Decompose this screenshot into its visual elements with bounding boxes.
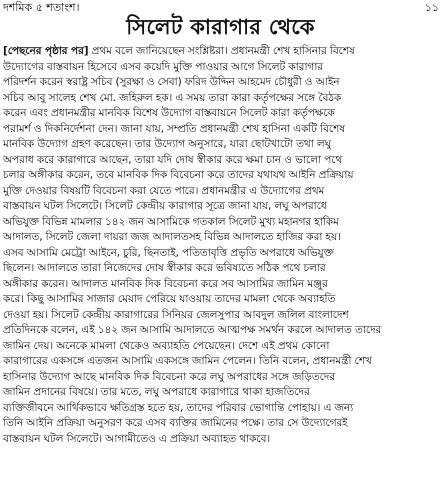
article-line: পরিদর্শন করেন স্বরাষ্ট্র সচিব (সুরক্ষা ও সেবা) ফরিদ উদ্দিন আহমেদ চৌধুরী ও আইন (3, 76, 340, 88)
article-line: হাসিনার উদ্যোগ আছে মানবিক দিক বিবেচনা করে লঘু অপরাধের সঙ্গে জড়িতদের (3, 370, 335, 383)
article-line: অঙ্গীকার করেন। আদালত মানবিক দিক বিবেচনা করে সব আসামির জামিন মঞ্জুর (3, 277, 328, 290)
article-line: আদালত, সিলেট জেলা দায়রা জজ আদালতসহ বিভিন্ন আদালতে হাজির করা হয়। (3, 231, 341, 243)
article-line: অপরাধ করে কারাগারে আছেন, তারা যদি দোষ স্বীকার করে ক্ষমা চান ও ভালো পথে (3, 153, 343, 166)
article-headline: সিলেট কারাগার থেকে (126, 14, 315, 39)
article-line: এসব আসামি মেট্রো আইনে, চুরি, ছিনতাই, পতিতাবৃত্তি প্রভৃতি অপরাধে অভিযুক্ত (3, 246, 334, 259)
article-line: জামিন প্রদানের বিষয়ে। তার মতে, লঘু অপরাধে কারাগারে থাকা হাজতিদের (3, 386, 310, 398)
article-line: উদ্যোগের বাস্তবায়ন হিসেবে এসব কয়েদি মুক্তি পাওয়ার আগে সিলেট কারাগার (3, 60, 323, 73)
article-line: মুক্তি দেওয়ার বিষয়টি বিবেচনা করা যেতে পারে। প্রধানমন্ত্রীর এ উদ্যোগের প্রথম (3, 184, 325, 197)
article-line: তিনি আইনি প্রক্রিয়া অনুসরণ করে এসব ব্যক্তির জামিনের পক্ষে। তার সে উদ্যোগেরই (3, 417, 348, 429)
article-line: চলার অঙ্গীকার করেন, তবে মানবিক দিক বিবেচনা করে তাদের যথাযথ আইনি প্রক্রিয়ায় (3, 169, 354, 181)
article-line: অভিযুক্ত বিভিন্ন মামলার ১৪২ জন আসামিকে গতকাল সিলেট মুখ্য মহানগর হাকিম (3, 215, 339, 228)
article-line: ব্যক্তিজীবনে আর্থিকভাবে ক্ষতিগ্রস্ত হতে হয়, তাদের পরিবার ভোগান্তি পোহায়। এ জন্য (3, 401, 354, 414)
article-line: বাস্তবায়ন ঘটল সিলেটে। সিলেট কেন্দ্রীয় কারাগার সূত্রে জানা যায়, লঘু অপরাধে (3, 200, 327, 212)
article-line: করেন এবং প্রধানমন্ত্রীর মানবিক বিশেষ উদ্যোগ বাস্তবায়নে সিলেট কারা কর্তৃপক্ষকে (3, 107, 335, 119)
article-line (3, 44, 439, 60)
article-line: দেওয়া হয়। সিলেট কেন্দ্রীয় কারাগারের সিনিয়র জেলসুপার আবদুল জলিল বাংলাদেশ (3, 308, 349, 321)
article-line: সচিব আবু সালেহ শেখ মো. জহিরুল হক। এ সময় তারা কারা কর্তৃপক্ষের সঙ্গে বৈঠক (3, 91, 342, 104)
article-line: মানবিক উদ্যোগ গ্রহণ করেছেন। তার উদ্যোগ অনুসারে, যারা ছোটখাটো তথা লঘু (3, 138, 332, 150)
carryover-text: দশমিক ৫ শতাংশ। (3, 1, 80, 14)
article-line-text: প্রথম বলে জানিয়েছেন সংশ্লিষ্টরা। প্রধানমন্ত্রী শেখ হাসিনার বিশেষ (88, 45, 355, 57)
article-line: প্রতিদিনকে বলেন, এই ১৪২ জন আসামি আদালতে আত্মপক্ষ সমর্থন করলে আদালত তাদের (3, 324, 382, 336)
continuation-marker: [পেছনের পৃষ্ঠার পর] (3, 45, 89, 57)
article-line: বাস্তবায়ন ঘটল সিলেটে। আগামীতেও এ প্রক্রিয়া অব্যাহত থাকবে। (3, 432, 270, 445)
article-line: কারাগারের একসঙ্গে এতজন আসামি একসঙ্গে জামিন পেলেন। তিনি বলেন, প্রধানমন্ত্রী শেখ (3, 355, 372, 367)
carryover-fragment: ১১ (424, 1, 439, 14)
article-line: পরামর্শ ও দিকনির্দেশনা দেন। জানা যায়, সম্প্রতি প্রধানমন্ত্রী শেখ হাসিনা একটি বিশেষ (3, 122, 345, 135)
article-line: করে। কিছু আসামির সাজার মেয়াদ পেরিয়ে যাওয়ায় তাদের মামলা থেকে অব্যাহতি (3, 293, 336, 305)
article-body (3, 44, 439, 447)
article-line: ছিলেন। আদালতে তারা নিজেদের দোষ স্বীকার করে ভবিষ্যতে সঠিক পথে চলার (3, 262, 326, 274)
article-line: জামিন দেয়। অনেকে মামলা থেকেও অব্যাহতি পেয়েছেন। দেশে এই প্রথম কোনো (3, 339, 330, 352)
